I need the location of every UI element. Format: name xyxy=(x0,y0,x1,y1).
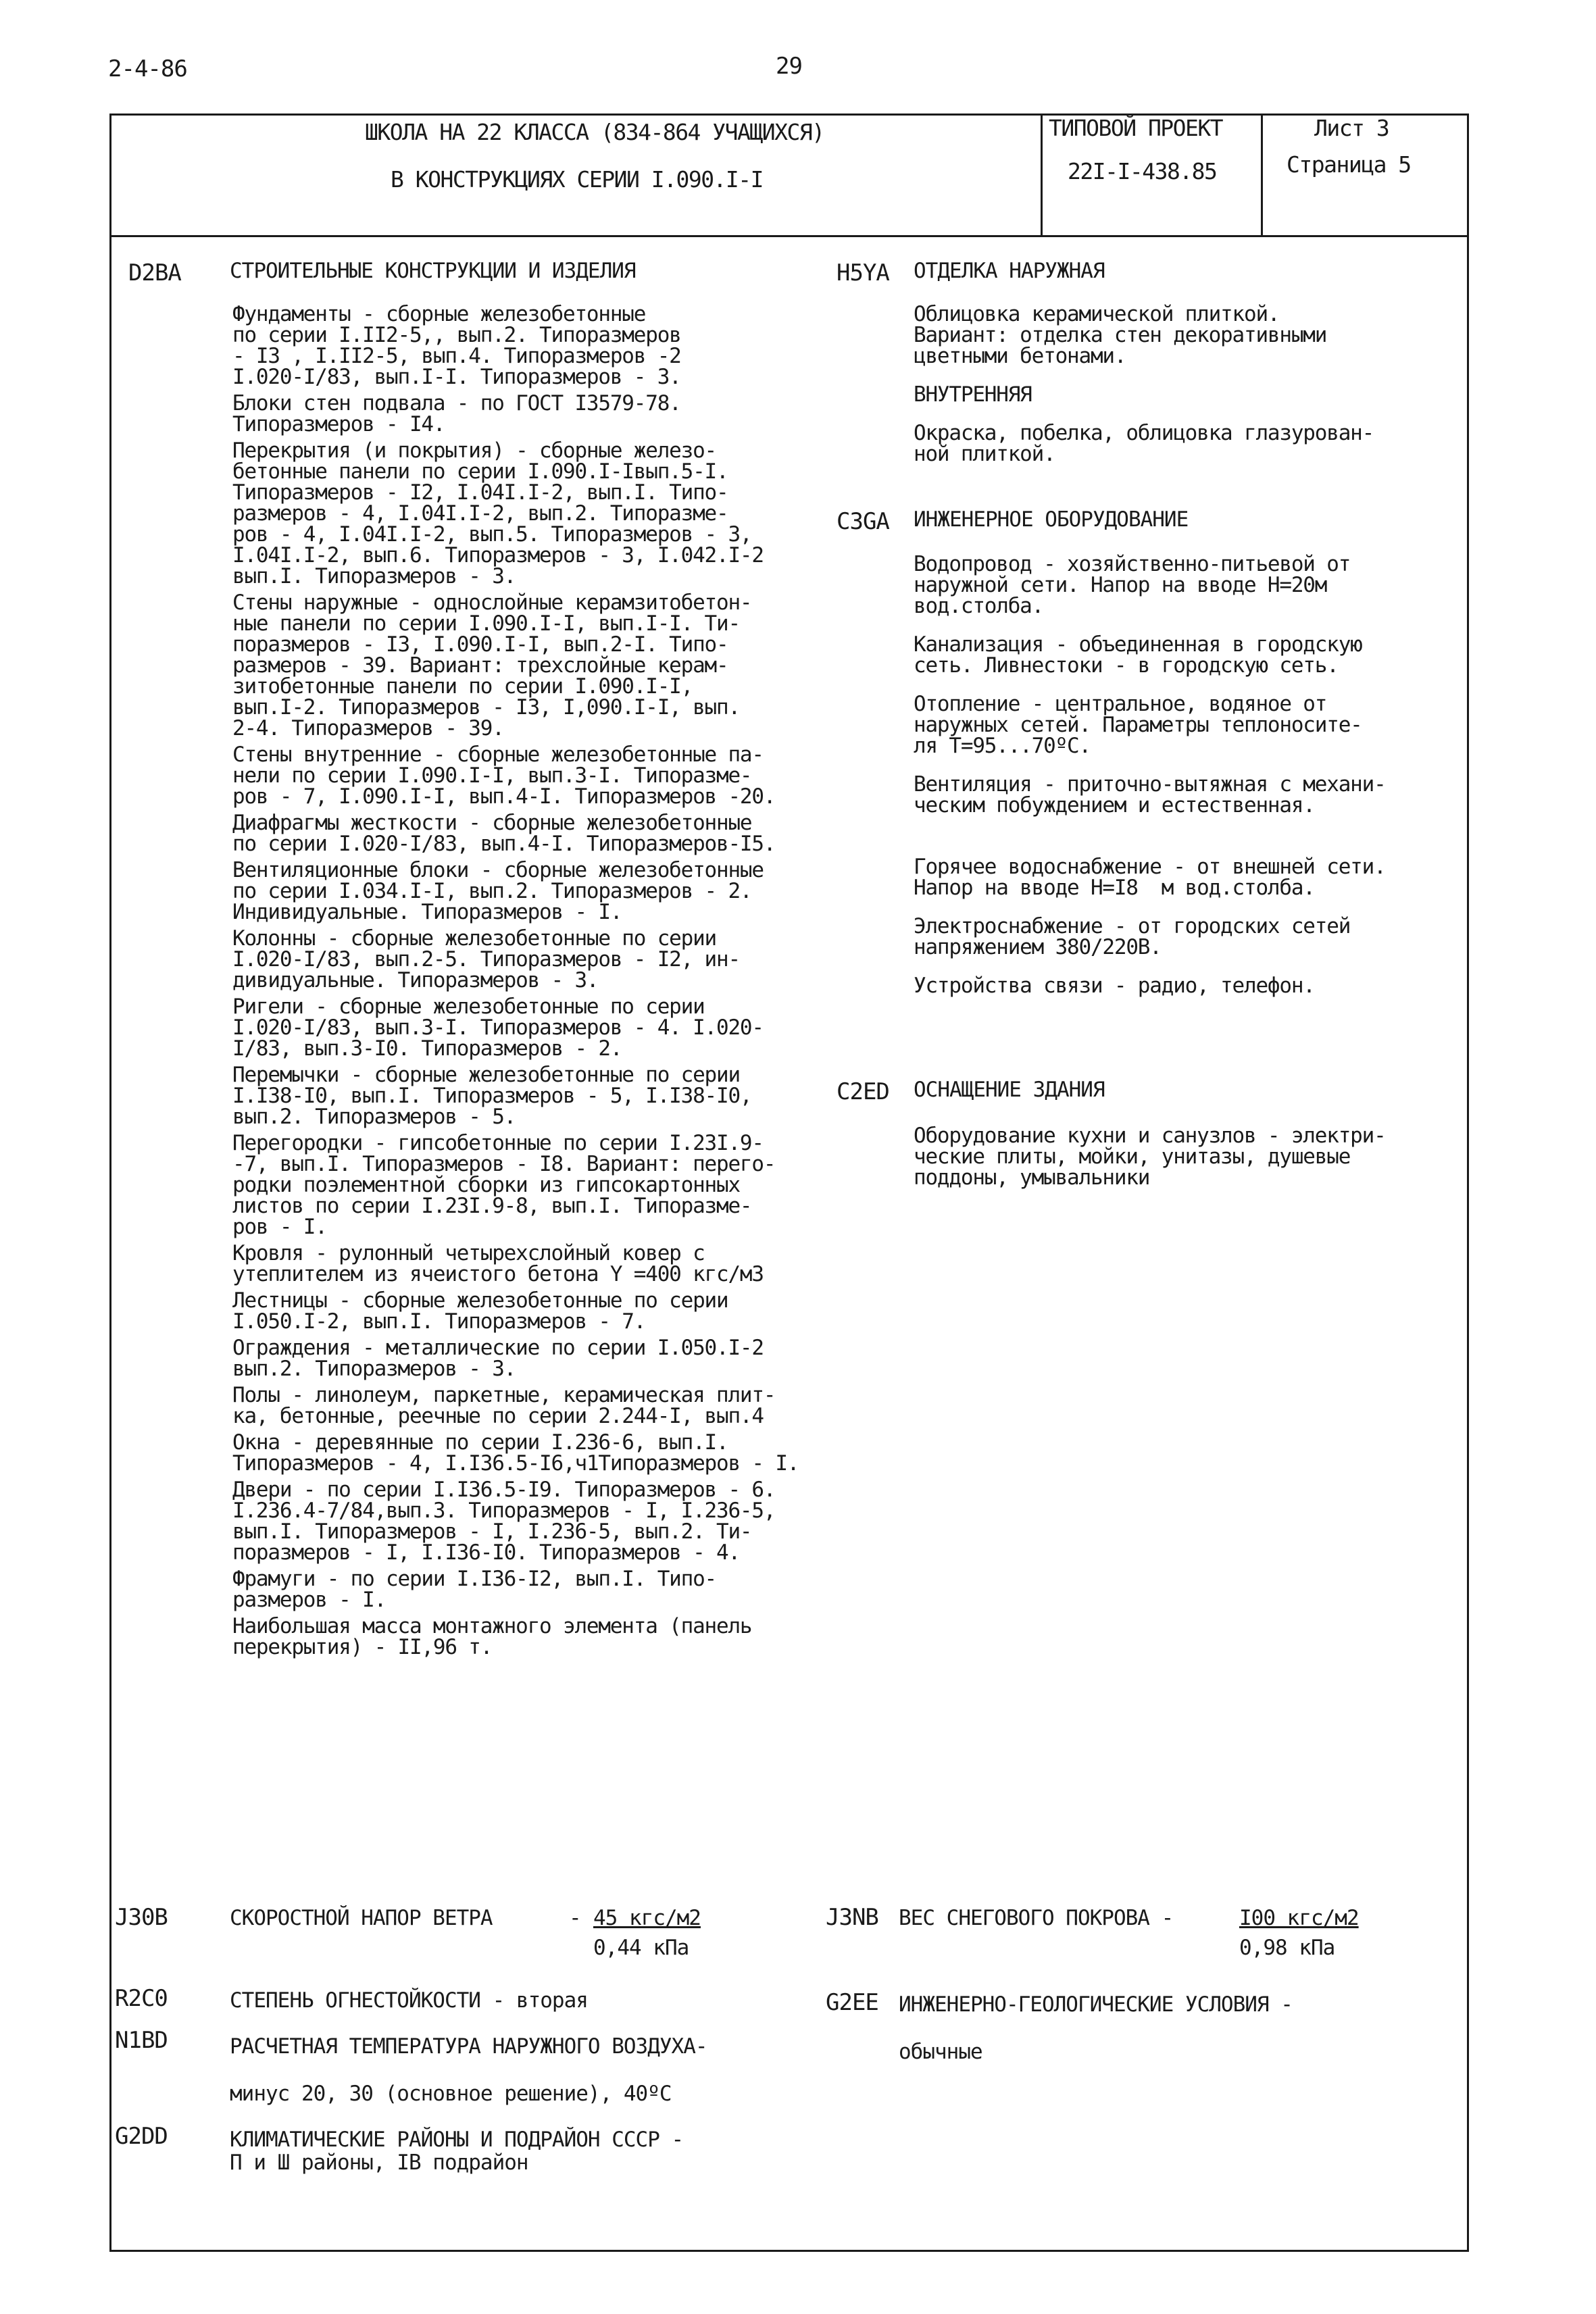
para-ventilation-blocks: Вентиляционные блоки - сборные железобетонные по серии I.034.I-I, вып.2. Типоразмеров - 2. Индивидуальные. Типоразмеров - I. xyxy=(232,858,764,924)
para-exterior-finish: Облицовка керамической плиткой. Вариант: отделка стен декоративными цветными бетонами. xyxy=(914,302,1327,368)
para-foundations: Фундаменты - сборные железобетонные по серии I.II2-5,, вып.2. Типоразмеров - I3 , I.II2-5, вып.4. Типоразмеров -2 I.020-I/83, вып.I-I. Типоразмеров - 3. xyxy=(232,302,681,389)
para-floors: Полы - линолеум, паркетные, керамическая плит- ка, бетонные, реечные по серии 2.244-I, вып.4 xyxy=(232,1383,776,1428)
para-railings: Ограждения - металлические по серии I.050.I-2 вып.2. Типоразмеров - 3. xyxy=(232,1336,764,1381)
para-windows: Окна - деревянные по серии I.236-6, вып.I. Типоразмеров - 4, I.I36.5-I6,ч1Типоразмеров - I. xyxy=(232,1430,799,1476)
para-sewerage: Канализация - объединенная в городскую сеть. Ливнестоки - в городскую сеть. xyxy=(914,632,1362,678)
para-lintels: Перемычки - сборные железобетонные по серии I.I38-I0, вып.I. Типоразмеров - 5, I.I38-I0, вып.2. Типоразмеров - 5. xyxy=(232,1063,752,1129)
corner-code: 2-4-86 xyxy=(108,55,187,82)
para-interior-walls: Стены внутренние - сборные железобетонные па- нели по серии I.090.I-I, вып.3-I. Типоразме- ров - 7, I.090.I-I, вып.4-I. Типоразмеров -20. xyxy=(232,743,776,809)
wind-value-kgs: 45 кгс/м2 xyxy=(593,1906,701,1930)
engineering-text xyxy=(914,554,1386,1002)
geology-value: обычные xyxy=(899,2040,982,2064)
subheading-interior: ВНУТРЕННЯЯ xyxy=(914,382,1032,407)
climate-value: П и Ш районы, IВ подрайон xyxy=(230,2150,528,2175)
section-code-c3ga: C3GA xyxy=(837,508,889,535)
para-diaphragms: Диафрагмы жесткости - сборные железобетонные по серии I.020-I/83, вып.4-I. Типоразмеров-I5. xyxy=(232,811,776,856)
header-divider xyxy=(109,235,1469,237)
temperature-label: РАСЧЕТНАЯ ТЕМПЕРАТУРА НАРУЖНОГО ВОЗДУХА- xyxy=(230,2034,707,2059)
header-col-divider-2 xyxy=(1261,114,1263,236)
para-stairs: Лестницы - сборные железобетонные по серии I.050.I-2, вып.I. Типоразмеров - 7. xyxy=(232,1288,728,1334)
page-label: Страница 5 xyxy=(1287,151,1411,178)
snow-label: ВЕС СНЕГОВОГО ПОКРОВА - xyxy=(899,1906,1174,1930)
para-ventilation: Вентиляция - приточно-вытяжная с механи- ческим побуждением и естественная. xyxy=(914,772,1386,818)
sheet-number: Лист 3 xyxy=(1314,115,1389,141)
climate-label: КЛИМАТИЧЕСКИЕ РАЙОНЫ И ПОДРАЙОН СССР - xyxy=(230,2128,684,2152)
temperature-value: минус 20, 30 (основное решение), 40ºС xyxy=(230,2082,672,2106)
para-interior-finish: Окраска, побелка, облицовка глазурован- ной плиткой. xyxy=(914,421,1374,466)
para-max-mass: Наибольшая масса монтажного элемента (панель перекрытия) - II,96 т. xyxy=(232,1614,752,1659)
para-doors: Двери - по серии I.I36.5-I9. Типоразмеров - 6. I.236.4-7/84,вып.3. Типоразмеров - I, I.236-5, вып.I. Типоразмеров - I, I.236-5, вып.2. Ти- поразмеров - I, I.I36-I0. Типоразмеров - 4. xyxy=(232,1478,776,1565)
section-title-structures: СТРОИТЕЛЬНЫЕ КОНСТРУКЦИИ И ИЗДЕЛИЯ xyxy=(230,259,636,283)
code-j3nb: J3NB xyxy=(826,1904,878,1931)
para-floor-slabs: Перекрытия (и покрытия) - сборные железо- бетонные панели по серии I.090.I-Iвып.5-I. Типоразмеров - I2, I.04I.I-2, вып.I. Типо- размеров - 4, I.04I.I-2, вып.2. Типоразме- ров - 4, I.04I.I-2, вып.5. Типоразмеров - 3, I.04I.I-2, вып.6. Типоразмеров - 3, I.042.I-2 вып.I. Типоразмеров - 3. xyxy=(232,438,764,588)
snow-value-kgs: I00 кгс/м2 xyxy=(1239,1906,1359,1930)
section-title-equipment: ОСНАЩЕНИЕ ЗДАНИЯ xyxy=(914,1078,1105,1102)
code-j30b: J30B xyxy=(115,1904,168,1931)
code-r2c0: R2C0 xyxy=(115,1985,168,2012)
para-kitchen-sanitary: Оборудование кухни и санузлов - электри- ческие плиты, мойки, унитазы, душевые поддоны, умывальники xyxy=(914,1124,1386,1190)
wind-label: СКОРОСТНОЙ НАПОР ВЕТРА xyxy=(230,1906,493,1930)
section-title-engineering: ИНЖЕНЕРНОЕ ОБОРУДОВАНИЕ xyxy=(914,507,1189,532)
code-g2ee: G2EE xyxy=(826,1989,878,2016)
code-n1bd: N1BD xyxy=(115,2027,168,2054)
wind-value-kpa: 0,44 кПа xyxy=(593,1936,689,1960)
para-partitions: Перегородки - гипсобетонные по серии I.23I.9- -7, вып.I. Типоразмеров - I8. Вариант: перего- родки поэлементной сборки из гипсокартонных листов по серии I.23I.9-8, вып.I. Типоразме- ров - I. xyxy=(232,1131,776,1239)
wind-dash: - xyxy=(569,1906,581,1930)
snow-value-kpa: 0,98 кПа xyxy=(1239,1936,1335,1960)
para-water-supply: Водопровод - хозяйственно-питьевой от наружной сети. Напор на вводе Н=20м вод.столба. xyxy=(914,552,1351,618)
section-code-c2ed: C2ED xyxy=(837,1078,889,1105)
page-number: 29 xyxy=(776,53,802,80)
project-label: ТИПОВОЙ ПРОЕКТ xyxy=(1049,115,1223,141)
para-hot-water: Горячее водоснабжение - от внешней сети. Напор на вводе Н=I8 м вод.столба. xyxy=(914,855,1386,900)
para-columns: Колонны - сборные железобетонные по серии I.020-I/83, вып.2-5. Типоразмеров - I2, ин- дивидуальные. Типоразмеров - 3. xyxy=(232,926,740,992)
section-code-h5ya: H5YA xyxy=(837,259,889,286)
para-roofing: Кровля - рулонный четырехслойный ковер с утеплителем из ячеистого бетона Y =400 кгс/м3 xyxy=(232,1241,764,1286)
title-line-1: ШКОЛА НА 22 КЛАССА (834-864 УЧАЩИХСЯ) xyxy=(365,119,824,145)
project-number: 22I-I-438.85 xyxy=(1068,158,1217,184)
para-heating: Отопление - центральное, водяное от наружных сетей. Параметры теплоносите- ля Т=95...70ºС. xyxy=(914,692,1362,758)
para-girders: Ригели - сборные железобетонные по серии I.020-I/83, вып.3-I. Типоразмеров - 4. I.020- I/83, вып.3-I0. Типоразмеров - 2. xyxy=(232,995,764,1061)
para-exterior-walls: Стены наружные - однослойные керамзитобетон- ные панели по серии I.090.I-I, вып.I-I. Ти- поразмеров - I3, I.090.I-I, вып.2-I. Типо- размеров - 39. Вариант: трехслойные керам- зитобетонные панели по серии I.090.I-I, вып.I-2. Типоразмеров - I3, I,090.I-I, вып. 2-4. Типоразмеров - 39. xyxy=(232,590,752,740)
section-code-d2ba: D2BA xyxy=(128,259,181,286)
code-g2dd: G2DD xyxy=(115,2123,168,2150)
finishing-text xyxy=(914,304,1374,470)
para-electricity: Электроснабжение - от городских сетей напряжением 380/220В. xyxy=(914,914,1351,959)
para-transoms: Фрамуги - по серии I.I36-I2, вып.I. Типо- размеров - I. xyxy=(232,1567,717,1612)
fire-resistance: СТЕПЕНЬ ОГНЕСТОЙКОСТИ - вторая xyxy=(230,1988,588,2013)
section-title-exterior-finish: ОТДЕЛКА НАРУЖНАЯ xyxy=(914,259,1105,283)
equipment-text xyxy=(914,1126,1386,1194)
header-col-divider-1 xyxy=(1041,114,1043,236)
para-basement-blocks: Блоки стен подвала - по ГОСТ I3579-78. Типоразмеров - I4. xyxy=(232,391,681,436)
title-line-2: В КОНСТРУКЦИЯХ СЕРИИ I.090.I-I xyxy=(391,166,764,193)
geology-label: ИНЖЕНЕРНО-ГЕОЛОГИЧЕСКИЕ УСЛОВИЯ - xyxy=(899,1992,1293,2017)
structures-text xyxy=(232,304,799,1663)
para-communications: Устройства связи - радио, телефон. xyxy=(914,974,1315,998)
